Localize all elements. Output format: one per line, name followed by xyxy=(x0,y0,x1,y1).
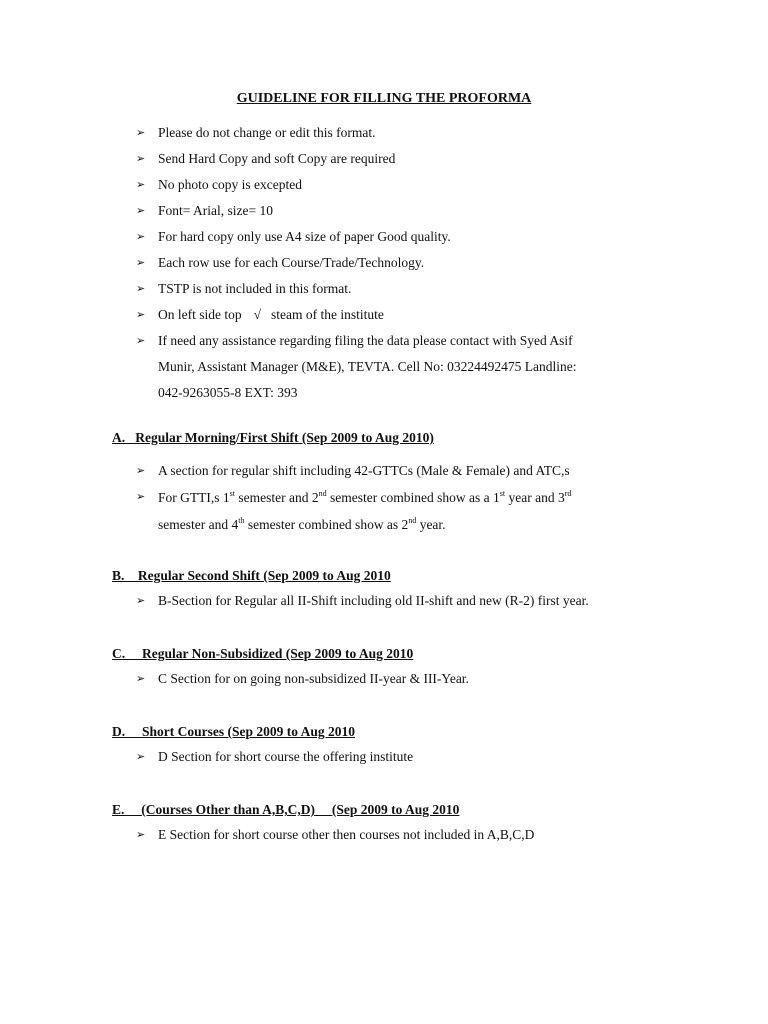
section-b-list xyxy=(136,588,656,614)
list-item: ➢ D Section for short course the offering institute xyxy=(136,744,656,770)
list-item: ➢ For GTTI,s 1st semester and 2nd semester combined show as a 1st year and 3rd semester and 4th semester combined show as 2nd year. xyxy=(136,484,656,538)
arrow-bullet-icon: ➢ xyxy=(136,465,146,477)
list-item: ➢ Please do not change or edit this format. xyxy=(136,120,656,146)
section-e-heading: E. (Courses Other than A,B,C,D) (Sep 2009 to Aug 2010 xyxy=(112,802,460,817)
list-item: ➢ A section for regular shift including 42-GTTCs (Male & Female) and ATC,s xyxy=(136,458,656,484)
arrow-bullet-icon: ➢ xyxy=(136,673,146,685)
arrow-bullet-icon: ➢ xyxy=(136,257,146,269)
page-title-text: GUIDELINE FOR FILLING THE PROFORMA xyxy=(236,91,532,106)
list-item: ➢ Each row use for each Course/Trade/Technology. xyxy=(136,250,656,276)
list-item: ➢ No photo copy is excepted xyxy=(136,172,656,198)
list-item: ➢ For hard copy only use A4 size of paper Good quality. xyxy=(136,224,656,250)
section-a-heading: A. Regular Morning/First Shift (Sep 2009 to Aug 2010) xyxy=(112,430,434,445)
check-mark-icon: √ xyxy=(253,307,262,322)
page-title xyxy=(0,89,768,109)
section-a-list xyxy=(136,458,656,538)
arrow-bullet-icon: ➢ xyxy=(136,829,146,841)
arrow-bullet-icon: ➢ xyxy=(136,179,146,191)
contact-list-item: ➢ If need any assistance regarding filing the data please contact with Syed Asif Munir, Assistant Manager (M&E), TEVTA. Cell No: 03224492475 Landline: 042-9263055-8 EXT: 393 xyxy=(136,328,656,406)
arrow-bullet-icon: ➢ xyxy=(136,751,146,763)
arrow-bullet-icon: ➢ xyxy=(136,231,146,243)
arrow-bullet-icon: ➢ xyxy=(136,335,146,347)
list-item: ➢ C Section for on going non-subsidized II-year & III-Year. xyxy=(136,666,656,692)
section-d-list xyxy=(136,744,656,770)
section-e-list xyxy=(136,822,656,848)
list-item: ➢ Send Hard Copy and soft Copy are required xyxy=(136,146,656,172)
section-d-heading: D. Short Courses (Sep 2009 to Aug 2010 xyxy=(112,724,356,739)
arrow-bullet-icon: ➢ xyxy=(136,283,146,295)
arrow-bullet-icon: ➢ xyxy=(136,205,146,217)
section-b-heading: B. Regular Second Shift (Sep 2009 to Aug 2010 xyxy=(112,568,391,583)
arrow-bullet-icon: ➢ xyxy=(136,153,146,165)
stamp-list-item: ➢ On left side top √ steam of the institute xyxy=(136,302,656,328)
list-item: ➢ Font= Arial, size= 10 xyxy=(136,198,656,224)
arrow-bullet-icon: ➢ xyxy=(136,595,146,607)
section-c-list xyxy=(136,666,656,692)
arrow-bullet-icon: ➢ xyxy=(136,309,146,321)
section-c-heading: C. Regular Non-Subsidized (Sep 2009 to Aug 2010 xyxy=(112,646,414,661)
arrow-bullet-icon: ➢ xyxy=(136,491,146,503)
list-item: ➢ B-Section for Regular all II-Shift including old II-shift and new (R-2) first year. xyxy=(136,588,656,614)
arrow-bullet-icon: ➢ xyxy=(136,127,146,139)
guideline-list xyxy=(136,120,656,406)
list-item: ➢ E Section for short course other then courses not included in A,B,C,D xyxy=(136,822,656,848)
list-item: ➢ TSTP is not included in this format. xyxy=(136,276,656,302)
